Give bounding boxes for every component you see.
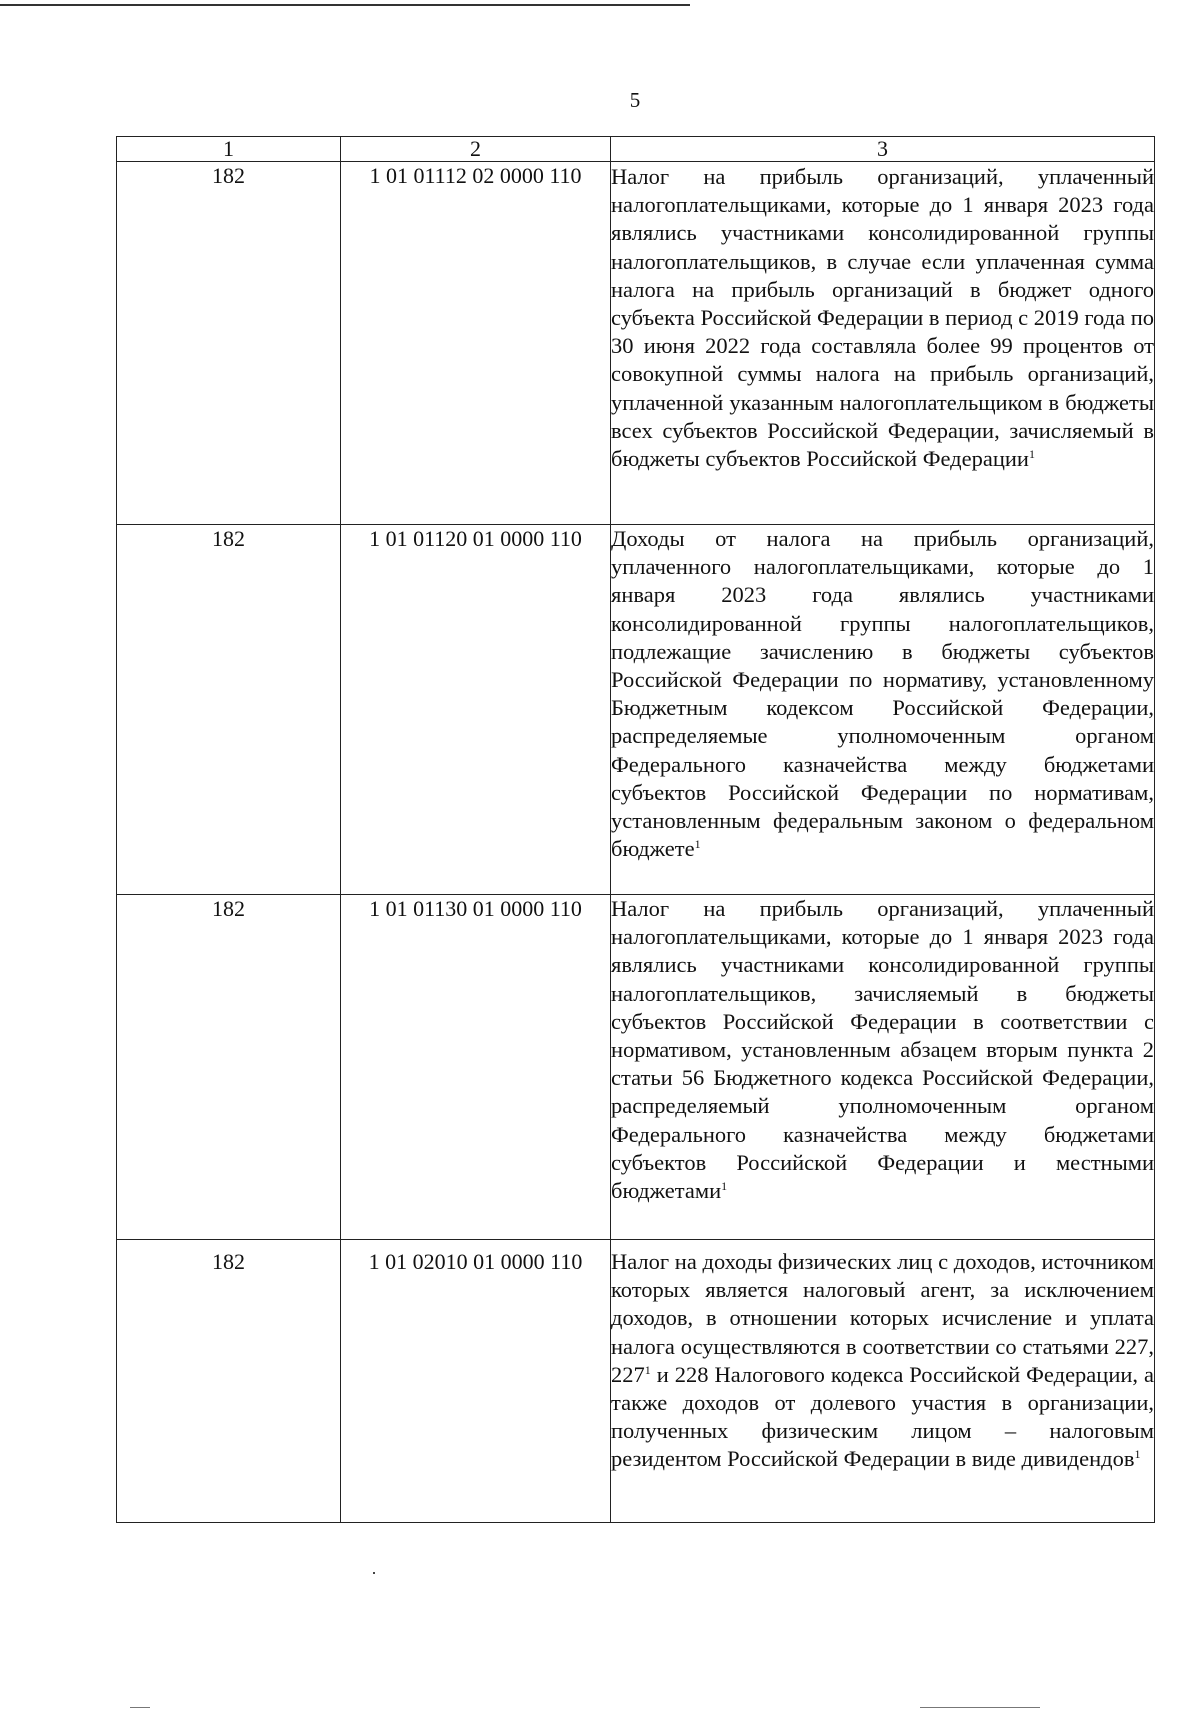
kbk-code-cell: 1 01 01112 02 0000 110: [341, 162, 611, 525]
table-row: [117, 162, 1155, 525]
description-text-continued: и 228 Налогового кодекса Российской Федерации, а также доходов от долевого участия в организации, полученных физическим лицом – налоговым резидентом Российской Федерации в виде дивидендов: [611, 1361, 1154, 1472]
admin-code-cell: 182: [117, 895, 341, 1240]
table-header-row: [117, 137, 1155, 162]
description-cell: [611, 1240, 1155, 1523]
column-header-1: 1: [117, 137, 341, 162]
description-cell: [611, 162, 1155, 525]
description-text: Налог на прибыль организаций, уплаченный налогоплательщиками, которые до 1 января 2023 года являлись участниками консолидированной группы налогоплательщиков, зачисляемый в бюджеты субъектов Российской Федерации в соответствии с нормативом, установленным абзацем вторым пункта 2 статьи 56 Бюджетного кодекса Российской Федерации, распределяемый уполномоченным органом Федерального казначейства между бюджетами субъектов Российской Федерации и местными бюджетами: [611, 896, 1154, 1204]
description-cell: [611, 525, 1155, 895]
admin-code-cell: 182: [117, 525, 341, 895]
admin-code-cell: 182: [117, 1240, 341, 1523]
description-text: Налог на прибыль организаций, уплаченный налогоплательщиками, которые до 1 января 2023 года являлись участниками консолидированной группы налогоплательщиков, в случае если уплаченная сумма налога на прибыль организаций в бюджет одного субъекта Российской Федерации в период с 2019 года по 30 июня 2022 года составляла более 99 процентов от совокупной суммы налога на прибыль организаций, уплаченной указанным налогоплательщиком в бюджеты всех субъектов Российской Федерации, зачисляемый в бюджеты субъектов Российской Федерации: [611, 164, 1154, 472]
kbk-code-cell: 1 01 01120 01 0000 110: [341, 525, 611, 895]
kbk-code-cell: 1 01 02010 01 0000 110: [341, 1240, 611, 1523]
scan-artifact-line: [130, 1707, 150, 1708]
description-cell: [611, 895, 1155, 1240]
table-row: [117, 525, 1155, 895]
superscript-marker: 1: [644, 1362, 651, 1377]
table-row: [117, 1240, 1155, 1523]
footnote-marker: 1: [1028, 447, 1035, 462]
scan-dot: [373, 1572, 375, 1574]
table-row: [117, 895, 1155, 1240]
description-text: Налог на доходы физических лиц с доходов, источником которых является налоговый агент, за исключением доходов, в отношении которых исчисление и уплата налога осуществляются в соответствии со статьями 227, 227: [611, 1249, 1154, 1387]
footnote-marker: 1: [694, 837, 701, 852]
kbk-code-cell: 1 01 01130 01 0000 110: [341, 895, 611, 1240]
column-header-3: 3: [611, 137, 1155, 162]
footnote-marker: 1: [721, 1179, 728, 1194]
scan-artifact-line: [920, 1707, 1040, 1708]
scan-artifact-line: [0, 4, 690, 6]
admin-code-cell: 182: [117, 162, 341, 525]
budget-codes-table: [116, 136, 1155, 1523]
column-header-2: 2: [341, 137, 611, 162]
page-number: 5: [629, 88, 641, 112]
description-text: Доходы от налога на прибыль организаций, уплаченного налогоплательщиками, которые до 1 января 2023 года являлись участниками консолидированной группы налогоплательщиков, подлежащие зачислению в бюджеты субъектов Российской Федерации по нормативу, установленному Бюджетным кодексом Российской Федерации, распределяемые уполномоченным органом Федерального казначейства между бюджетами субъектов Российской Федерации по нормативам, установленным федеральным законом о федеральном бюджете: [611, 526, 1154, 862]
footnote-marker: 1: [1134, 1447, 1141, 1462]
